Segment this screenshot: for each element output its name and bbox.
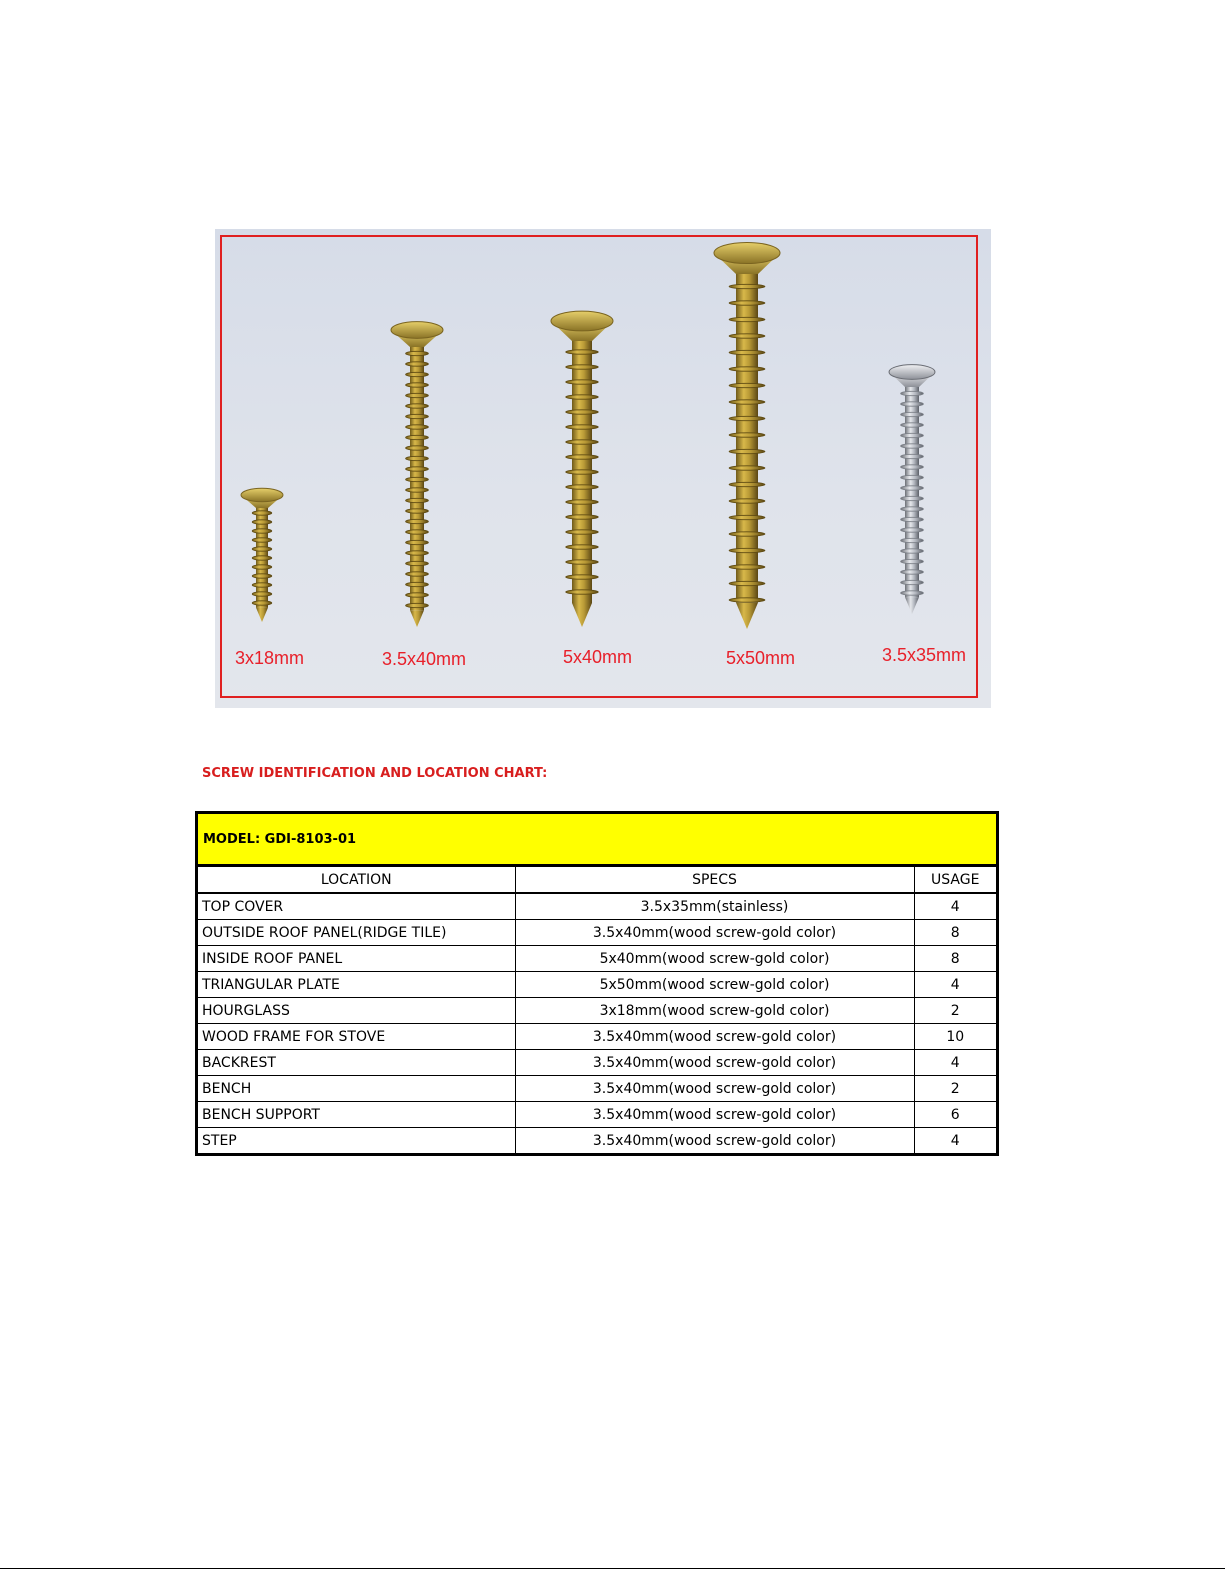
cell-usage: 2	[914, 998, 996, 1024]
table-row	[198, 998, 996, 1024]
column-header-location: LOCATION	[198, 867, 515, 893]
cell-specs: 5x50mm(wood screw-gold color)	[515, 972, 914, 998]
cell-specs: 3.5x40mm(wood screw-gold color)	[515, 920, 914, 946]
table-row	[198, 946, 996, 972]
cell-location: TRIANGULAR PLATE	[198, 972, 515, 998]
cell-location: BENCH SUPPORT	[198, 1102, 515, 1128]
screw-label-1: 3x18mm	[235, 648, 305, 668]
cell-specs: 3.5x40mm(wood screw-gold color)	[515, 1128, 914, 1154]
model-label: MODEL: GDI-8103-01	[198, 814, 996, 867]
table-row	[198, 1076, 996, 1102]
cell-specs: 3.5x35mm(stainless)	[515, 893, 914, 920]
cell-usage: 6	[914, 1102, 996, 1128]
cell-specs: 3.5x40mm(wood screw-gold color)	[515, 1076, 914, 1102]
table-row	[198, 1128, 996, 1154]
cell-location: TOP COVER	[198, 893, 515, 920]
cell-usage: 4	[914, 1050, 996, 1076]
cell-usage: 8	[914, 946, 996, 972]
photo-frame	[220, 235, 978, 698]
cell-usage: 4	[914, 972, 996, 998]
table-row	[198, 1050, 996, 1076]
cell-specs: 3.5x40mm(wood screw-gold color)	[515, 1050, 914, 1076]
cell-location: WOOD FRAME FOR STOVE	[198, 1024, 515, 1050]
screw-label-2: 3.5x40mm	[382, 649, 467, 669]
cell-usage: 4	[950, 1132, 960, 1149]
table-row	[198, 893, 996, 920]
table-body	[198, 893, 996, 1153]
cell-location: INSIDE ROOF PANEL	[198, 946, 515, 972]
screw-label-5: 3.5x35mm	[882, 645, 967, 665]
cell-usage: 4	[914, 893, 996, 920]
table-row	[198, 1024, 996, 1050]
cell-location: OUTSIDE ROOF PANEL(RIDGE TILE)	[198, 920, 515, 946]
table-row	[198, 1102, 996, 1128]
cell-location: BACKREST	[198, 1050, 515, 1076]
chart-heading: SCREW IDENTIFICATION AND LOCATION CHART:	[202, 766, 548, 781]
cell-location: HOURGLASS	[198, 998, 515, 1024]
page-divider	[0, 1568, 1225, 1569]
screw-photo	[215, 229, 991, 708]
cell-usage: 8	[914, 920, 996, 946]
location-table	[198, 867, 996, 1153]
cell-specs: 3.5x40mm(wood screw-gold color)	[515, 1102, 914, 1128]
screw-label-4: 5x50mm	[726, 648, 796, 668]
cell-usage: 10	[914, 1024, 996, 1050]
column-header-specs: SPECS	[515, 867, 914, 893]
screw-label-3: 5x40mm	[563, 647, 633, 667]
table-header-row	[198, 867, 996, 893]
cell-usage: 2	[914, 1076, 996, 1102]
screw-location-table	[195, 811, 999, 1156]
cell-location: BENCH	[198, 1076, 515, 1102]
column-header-usage: USAGE	[914, 867, 996, 893]
cell-specs: 3.5x40mm(wood screw-gold color)	[515, 1024, 914, 1050]
cell-location: STEP	[198, 1128, 515, 1154]
table-row	[198, 920, 996, 946]
cell-specs: 5x40mm(wood screw-gold color)	[515, 946, 914, 972]
table-row	[198, 972, 996, 998]
cell-specs: 3x18mm(wood screw-gold color)	[515, 998, 914, 1024]
